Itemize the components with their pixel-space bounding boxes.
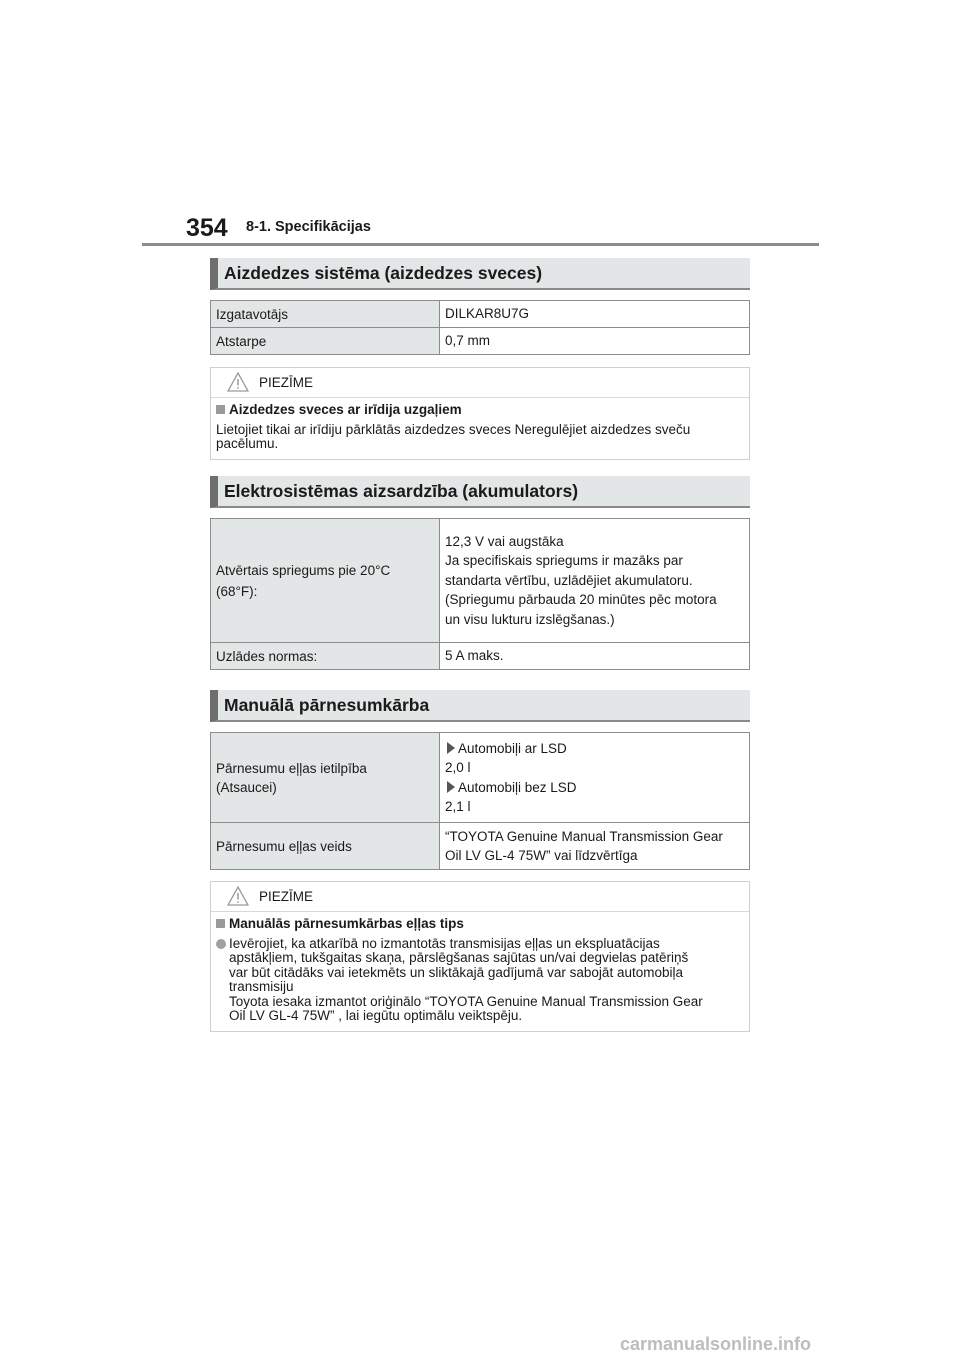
manual-transmission-heading: Manuālā pārnesumkārba xyxy=(210,690,750,722)
battery-table xyxy=(210,518,750,670)
manual-transmission-table xyxy=(210,732,750,870)
table-row xyxy=(211,301,750,328)
charging-rate-label: Uzlādes normas: xyxy=(211,643,440,670)
warning-icon xyxy=(227,372,249,392)
arrow-right-icon xyxy=(447,781,455,793)
square-bullet-icon xyxy=(216,919,225,928)
table-row xyxy=(211,643,750,670)
note-text: Lietojiet tikai ar irīdiju pārklātās aizdedzes sveces Neregulējiet aizdedzes sveču pacēlumu. xyxy=(216,421,691,451)
table-row xyxy=(211,823,750,870)
oil-type-value: “TOYOTA Genuine Manual Transmission Gear Oil LV GL-4 75W” vai līdzvērtīga xyxy=(440,823,750,870)
header-rule xyxy=(142,243,819,246)
page-number: 354 xyxy=(186,214,228,242)
note-box-transmission-oil xyxy=(210,881,750,1032)
oil-capacity-label: Pārnesumu eļļas ietilpība (Atsaucei) xyxy=(211,733,440,823)
oil-type-label: Pārnesumu eļļas veids xyxy=(211,823,440,870)
watermark-text: carmanualsonline.info xyxy=(620,1334,812,1354)
round-bullet-icon xyxy=(216,939,226,949)
square-bullet-icon xyxy=(216,405,225,414)
manufacturer-value: DILKAR8U7G xyxy=(440,301,750,328)
open-voltage-value: 12,3 V vai augstāka Ja specifiskais spriegums ir mazāks par standarta vērtību, uzlādējiet akumulatoru. (Spriegumu pārbauda 20 minūtes pēc motora un visu lukturu izslēgšanas.) xyxy=(440,519,750,643)
ignition-section-heading: Aizdedzes sistēma (aizdedzes sveces) xyxy=(210,258,750,290)
note-box-spark-plugs xyxy=(210,367,750,460)
table-row xyxy=(211,328,750,355)
note-body: Manuālās pārnesumkārbas eļļas tips Ievērojiet, ka atkarībā no izmantotās transmisijas eļļas un ekspluatācijas apstākļiem, tukšgaitas skaņa, pārslēgšanas sajūtas un/vai degvielas patēriņš var būt citādāks vai ietekmēts un sliktākajā gadījumā var sabojāt automobiļa transmisiju Toyota iesaka izmantot oriģinālo “TOYOTA Genuine Manual Transmission Gear Oil LV GL-4 75W” , lai iegūtu optimālu veiktspēju. xyxy=(211,912,749,1031)
oil-capacity-value: Automobiļi ar LSD 2,0 l Automobiļi bez LSD 2,1 l xyxy=(440,733,750,823)
note-title: PIEZĪME xyxy=(259,889,314,904)
table-row xyxy=(211,733,750,823)
ignition-table xyxy=(210,300,750,355)
note-body xyxy=(211,398,749,459)
note-text: Ievērojiet, ka atkarībā no izmantotās transmisijas eļļas un ekspluatācijas xyxy=(229,935,660,951)
gap-value: 0,7 mm xyxy=(440,328,750,355)
note-header xyxy=(211,882,749,912)
note-subheading: Manuālās pārnesumkārbas eļļas tips xyxy=(229,916,464,931)
note-title: PIEZĪME xyxy=(259,375,314,390)
arrow-right-icon xyxy=(447,742,455,754)
note-subheading: Aizdedzes sveces ar irīdija uzgaļiem xyxy=(229,402,462,417)
open-voltage-label: Atvērtais spriegums pie 20°C (68°F): xyxy=(211,519,440,643)
section-title: 8-1. Specifikācijas xyxy=(246,219,371,235)
gap-label: Atstarpe xyxy=(211,328,440,355)
table-row xyxy=(211,519,750,643)
battery-section-heading: Elektrosistēmas aizsardzība (akumulators) xyxy=(210,476,750,508)
manufacturer-label: Izgatavotājs xyxy=(211,301,440,328)
charging-rate-value: 5 A maks. xyxy=(440,643,750,670)
note-header xyxy=(211,368,749,398)
warning-icon xyxy=(227,886,249,906)
